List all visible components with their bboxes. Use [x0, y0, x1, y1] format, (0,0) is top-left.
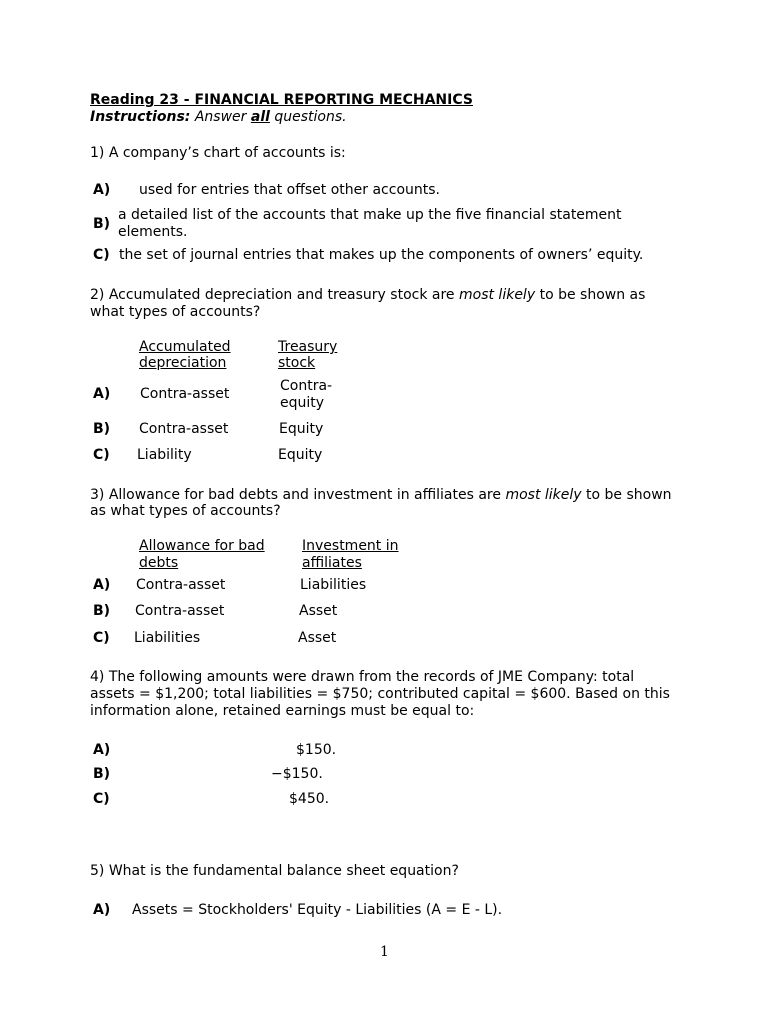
q1-option-b-line2: elements. [118, 224, 188, 240]
q4-option-b-text: −$150. [271, 766, 323, 782]
q2-q-post: to be shown as [539, 287, 646, 303]
q2-question-line2: what types of accounts? [90, 304, 261, 320]
q2-q-pre: 2) Accumulated depreciation and treasury stock are [90, 287, 455, 303]
q4-question-line3: information alone, retained earnings must be equal to: [90, 703, 475, 719]
q1-option-a-letter: A) [93, 182, 111, 198]
document-title: Reading 23 - FINANCIAL REPORTING MECHANICS [90, 92, 473, 108]
q3-q-em: most likely [505, 487, 582, 503]
q1-option-c-text: the set of journal entries that makes up the components of owners’ equity. [119, 247, 644, 263]
q4-option-a-letter: A) [93, 742, 111, 758]
q3-row-c-col2: Asset [298, 630, 337, 646]
q1-option-b-letter: B) [93, 216, 111, 232]
q5-option-a-text: Assets = Stockholders' Equity - Liabilities (A = E - L). [132, 902, 503, 918]
q2-row-a-col2-line1: Contra- [280, 378, 333, 394]
q1-option-c-letter: C) [93, 247, 110, 263]
q1-option-b-line1: a detailed list of the accounts that make up the five financial statement [118, 207, 622, 223]
q4-question-line1: 4) The following amounts were drawn from the records of JME Company: total [90, 669, 635, 685]
q3-col1-header-1: Allowance for bad [139, 538, 265, 554]
q1-question: 1) A company’s chart of accounts is: [90, 145, 346, 161]
q2-question-line1 [90, 287, 645, 304]
q1-option-a-text: used for entries that offset other accounts. [139, 182, 440, 198]
q4-option-a-text: $150. [296, 742, 337, 758]
q3-q-pre: 3) Allowance for bad debts and investment in affiliates are [90, 487, 501, 503]
q3-question-line1 [90, 487, 672, 504]
q3-row-b-col2: Asset [299, 603, 338, 619]
q2-col1-header-2: depreciation [139, 355, 227, 371]
q3-row-b-letter: B) [93, 603, 111, 619]
q3-col2-header-1: Investment in [302, 538, 399, 554]
q4-question-line2: assets = $1,200; total liabilities = $750; contributed capital = $600. Based on this [90, 686, 670, 702]
q2-row-a-letter: A) [93, 386, 111, 402]
instructions-pre: Answer [194, 109, 247, 125]
q2-row-c-col1: Liability [137, 447, 192, 463]
q3-question-line2: as what types of accounts? [90, 503, 281, 519]
instructions-post: questions. [274, 109, 347, 125]
q2-col2-header-2: stock [278, 355, 316, 371]
instructions-all: all [250, 109, 270, 125]
q5-option-a-letter: A) [93, 902, 111, 918]
q2-row-a-col1: Contra-asset [140, 386, 230, 402]
q3-row-b-col1: Contra-asset [135, 603, 225, 619]
q2-col2-header-1: Treasury [278, 339, 338, 355]
q3-row-c-col1: Liabilities [134, 630, 201, 646]
q4-option-c-letter: C) [93, 791, 110, 807]
q3-q-post: to be shown [586, 487, 672, 503]
q3-col1-header-2: debts [139, 555, 179, 571]
q5-question: 5) What is the fundamental balance sheet equation? [90, 863, 459, 879]
q3-col2-header-2: affiliates [302, 555, 362, 571]
q3-row-c-letter: C) [93, 630, 110, 646]
q2-row-c-col2: Equity [278, 447, 323, 463]
instructions-label: Instructions: [90, 109, 191, 125]
q2-row-b-col2: Equity [279, 421, 324, 437]
q2-row-b-letter: B) [93, 421, 111, 437]
q2-row-c-letter: C) [93, 447, 110, 463]
q2-row-a-col2-line2: equity [280, 395, 325, 411]
q3-row-a-col2: Liabilities [300, 577, 367, 593]
q3-row-a-letter: A) [93, 577, 111, 593]
page-number: 1 [380, 944, 389, 960]
q4-option-c-text: $450. [289, 791, 330, 807]
instructions-line [90, 109, 347, 126]
q4-option-b-letter: B) [93, 766, 111, 782]
q2-row-b-col1: Contra-asset [139, 421, 229, 437]
q2-q-em: most likely [459, 287, 536, 303]
q2-col1-header-1: Accumulated [139, 339, 231, 355]
q3-row-a-col1: Contra-asset [136, 577, 226, 593]
